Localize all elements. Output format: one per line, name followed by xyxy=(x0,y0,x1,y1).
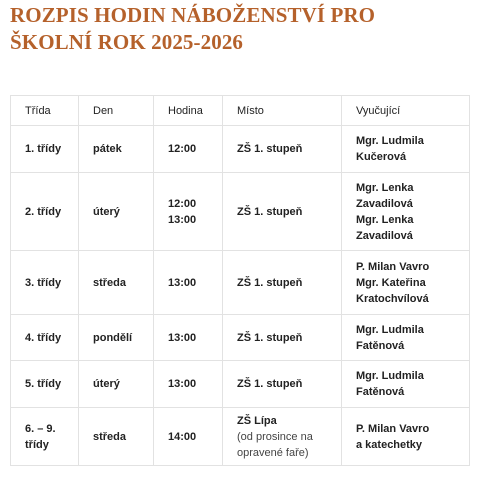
table-row xyxy=(11,126,470,173)
teacher-line: Mgr. Lenka xyxy=(356,213,414,226)
header-trida: Třída xyxy=(11,96,79,126)
place-name: ZŠ Lípa xyxy=(237,414,277,427)
cell-vyucujici xyxy=(342,315,470,361)
cell-den: středa xyxy=(79,251,154,315)
cell-vyucujici xyxy=(342,361,470,408)
cell-misto: ZŠ 1. stupeň xyxy=(223,361,342,408)
teacher-line: Mgr. Lenka xyxy=(356,181,414,194)
table-row xyxy=(11,408,470,466)
cell-den: pondělí xyxy=(79,315,154,361)
cell-trida: 3. třídy xyxy=(11,251,79,315)
cell-hodina xyxy=(154,173,223,251)
cell-trida: 2. třídy xyxy=(11,173,79,251)
cell-hodina: 13:00 xyxy=(154,251,223,315)
teacher-line: Zavadilová xyxy=(356,229,413,242)
table-row xyxy=(11,361,470,408)
table-row xyxy=(11,173,470,251)
teacher-line: Fatěnová xyxy=(356,339,405,352)
cell-den: středa xyxy=(79,408,154,466)
teacher-line: Zavadilová xyxy=(356,197,413,210)
cell-den: pátek xyxy=(79,126,154,173)
teacher-line: P. Milan Vavro xyxy=(356,260,430,273)
time-line: 13:00 xyxy=(168,213,197,226)
header-hodina: Hodina xyxy=(154,96,223,126)
place-note-line: (od prosince na xyxy=(237,430,313,443)
class-line: třídy xyxy=(25,438,49,451)
cell-den: úterý xyxy=(79,173,154,251)
page-title xyxy=(10,2,375,56)
cell-trida: 5. třídy xyxy=(11,361,79,408)
cell-misto: ZŠ 1. stupeň xyxy=(223,315,342,361)
table-row xyxy=(11,251,470,315)
place-note-line: opravené faře) xyxy=(237,446,309,459)
cell-hodina: 13:00 xyxy=(154,315,223,361)
cell-hodina: 13:00 xyxy=(154,361,223,408)
schedule-table xyxy=(10,95,470,466)
cell-hodina: 12:00 xyxy=(154,126,223,173)
cell-vyucujici xyxy=(342,173,470,251)
cell-den: úterý xyxy=(79,361,154,408)
teacher-line: Mgr. Kateřina xyxy=(356,276,426,289)
teacher-line: Mgr. Ludmila xyxy=(356,370,424,382)
header-vyucujici: Vyučující xyxy=(342,96,470,126)
teacher-line: P. Milan Vavro xyxy=(356,422,430,435)
teacher-line: a katechetky xyxy=(356,438,423,451)
page-title-line-2: ŠKOLNÍ ROK 2025-2026 xyxy=(10,30,244,54)
class-line: 6. – 9. xyxy=(25,422,56,435)
time-line: 12:00 xyxy=(168,197,197,210)
cell-trida: 1. třídy xyxy=(11,126,79,173)
teacher-line: Fatěnová xyxy=(356,386,405,398)
page-title-line-1: ROZPIS HODIN NÁBOŽENSTVÍ PRO xyxy=(10,3,376,27)
cell-misto: ZŠ 1. stupeň xyxy=(223,173,342,251)
table-row xyxy=(11,315,470,361)
cell-misto xyxy=(223,408,342,466)
cell-vyucujici xyxy=(342,251,470,315)
cell-misto: ZŠ 1. stupeň xyxy=(223,251,342,315)
cell-hodina: 14:00 xyxy=(154,408,223,466)
cell-misto: ZŠ 1. stupeň xyxy=(223,126,342,173)
cell-vyucujici xyxy=(342,408,470,466)
cell-trida xyxy=(11,408,79,466)
teacher-line: Mgr. Ludmila xyxy=(356,323,424,336)
table-header-row xyxy=(11,96,470,126)
teacher-line: Mgr. Ludmila xyxy=(356,135,424,147)
cell-trida: 4. třídy xyxy=(11,315,79,361)
teacher-line: Kratochvílová xyxy=(356,292,429,305)
teacher-line: Kučerová xyxy=(356,151,407,163)
cell-vyucujici xyxy=(342,126,470,173)
header-den: Den xyxy=(79,96,154,126)
header-misto: Místo xyxy=(223,96,342,126)
